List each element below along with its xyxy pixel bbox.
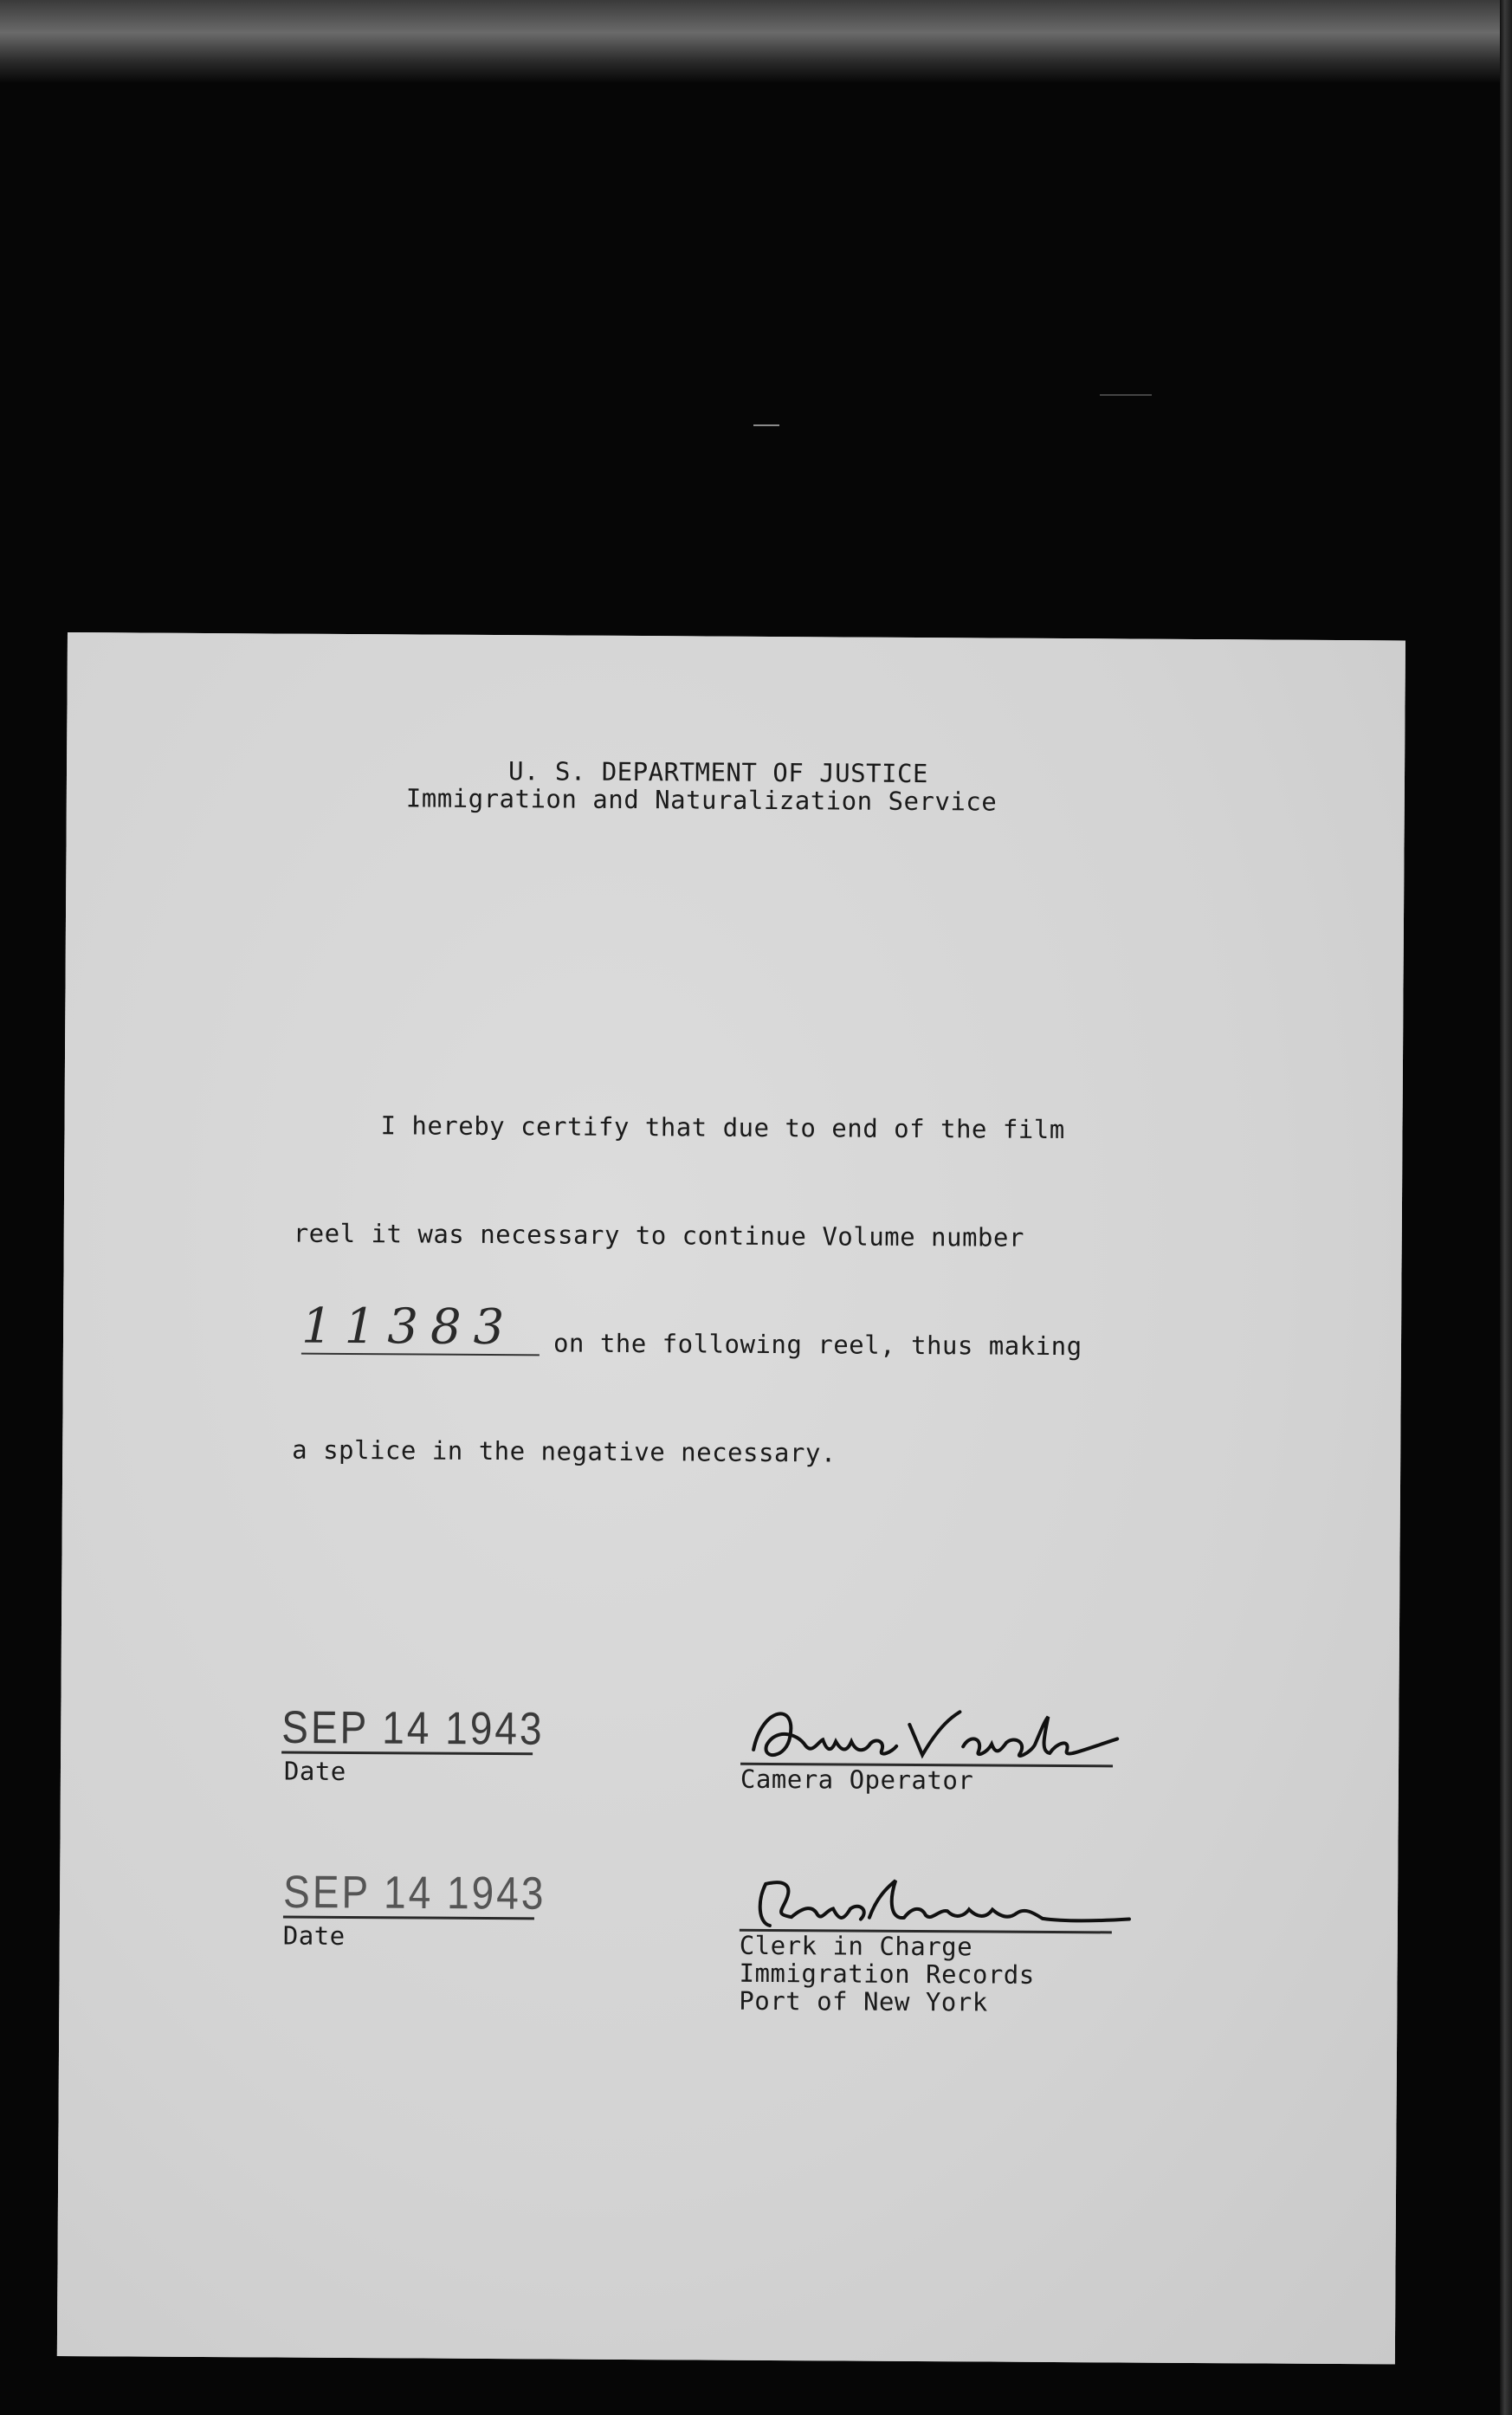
certification-line-1: I hereby certify that due to end of the film bbox=[380, 1110, 1065, 1145]
film-edge-top bbox=[0, 0, 1512, 82]
certification-line-3: on the following reel, thus making bbox=[552, 1328, 1082, 1362]
date-label-clerk: Date bbox=[282, 1920, 346, 1951]
camera-operator-title: Camera Operator bbox=[740, 1764, 974, 1796]
certificate-page bbox=[57, 632, 1405, 2364]
film-edge-right bbox=[1500, 0, 1512, 2415]
film-scratch bbox=[753, 424, 779, 426]
date-label-camera: Date bbox=[283, 1756, 346, 1786]
department-heading: U. S. DEPARTMENT OF JUSTICE bbox=[507, 756, 929, 789]
clerk-title-line-3: Port of New York bbox=[739, 1985, 988, 2017]
volume-number-handwritten: 11383 bbox=[301, 1301, 540, 1356]
date-rule-2 bbox=[283, 1916, 534, 1920]
date-stamp-clerk: SEP 14 1943 bbox=[282, 1865, 546, 1920]
clerk-title-line-2: Immigration Records bbox=[739, 1958, 1035, 1990]
film-scratch bbox=[1100, 394, 1152, 396]
clerk-title-line-1: Clerk in Charge bbox=[739, 1930, 973, 1962]
certification-line-2: reel it was necessary to continue Volume number bbox=[293, 1218, 1024, 1253]
clerk-signature bbox=[740, 1867, 1138, 1939]
service-heading: Immigration and Naturalization Service bbox=[405, 783, 998, 817]
date-stamp-camera: SEP 14 1943 bbox=[281, 1700, 545, 1755]
date-rule-1 bbox=[281, 1751, 533, 1756]
certification-line-4: a splice in the negative necessary. bbox=[292, 1434, 837, 1468]
